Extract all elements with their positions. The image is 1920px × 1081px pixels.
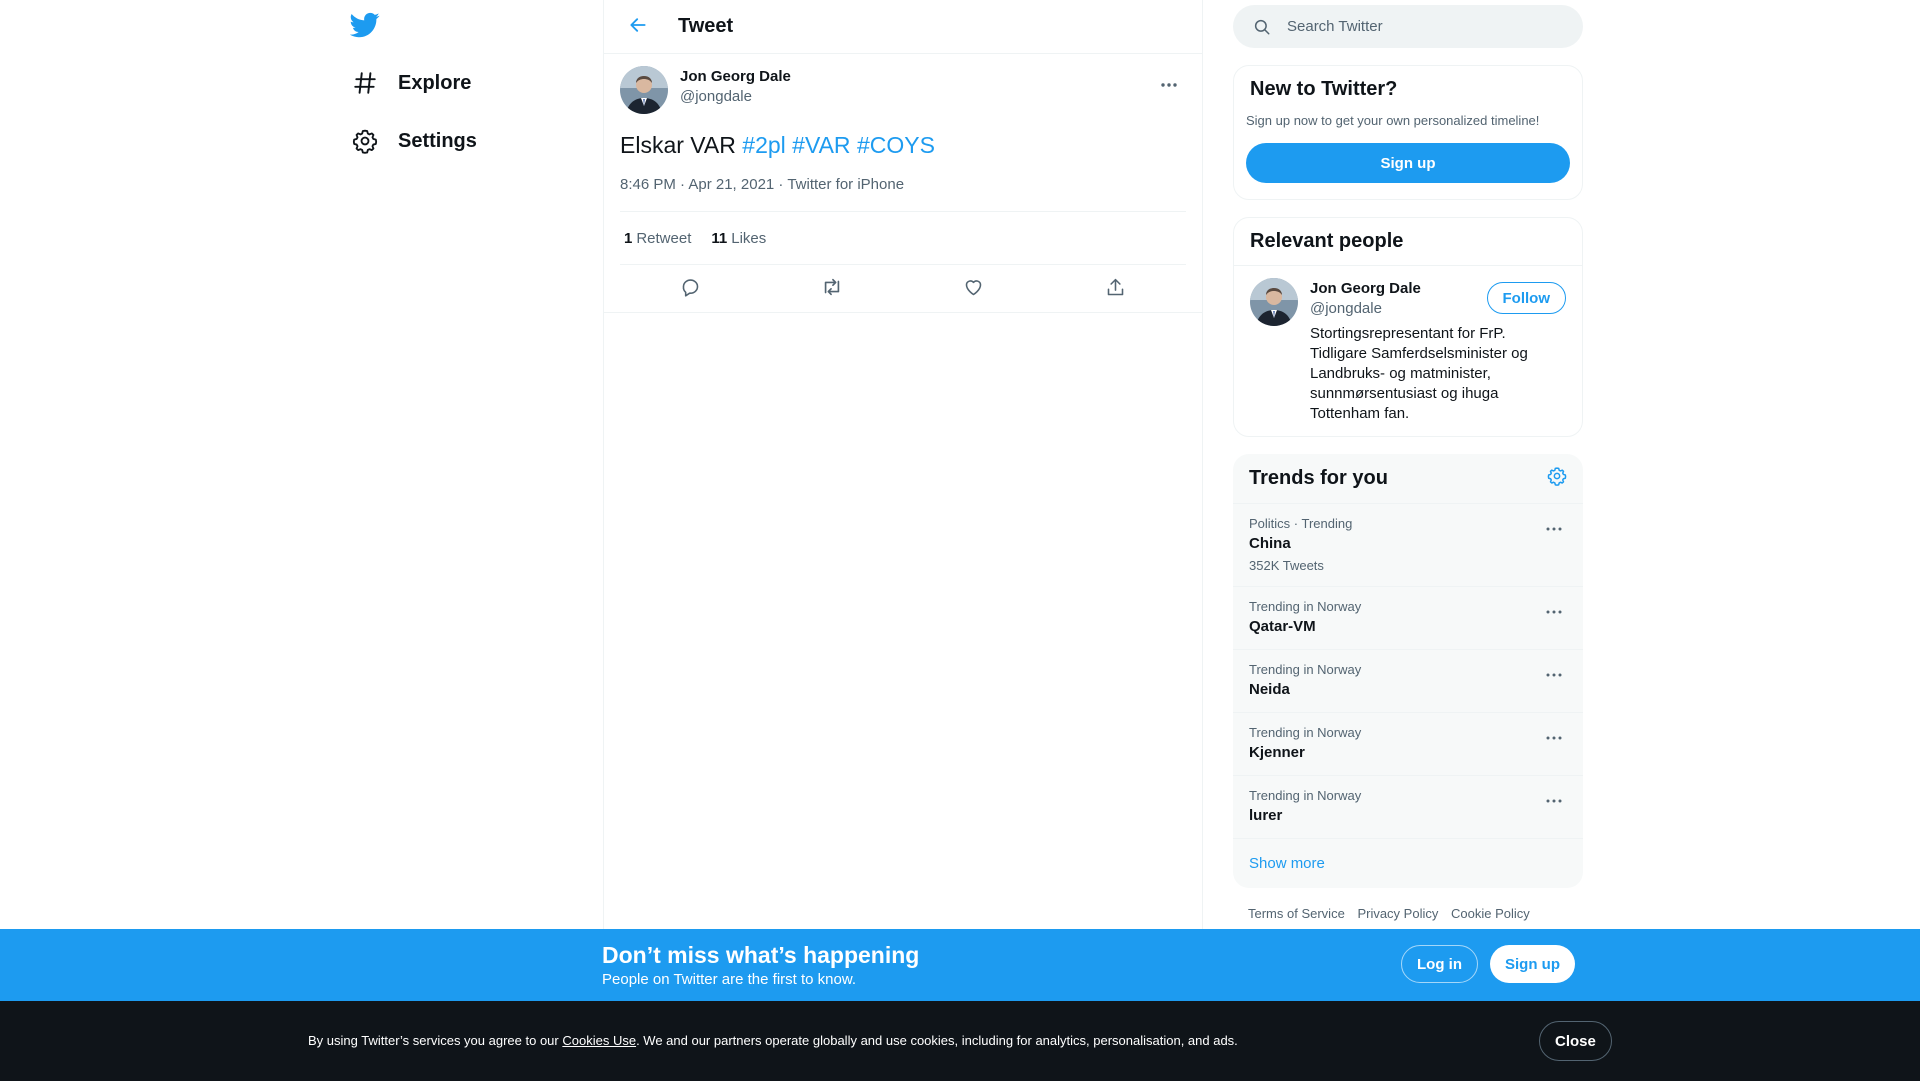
more-dots-icon xyxy=(1546,791,1562,806)
hashtag-icon xyxy=(340,70,390,96)
person-item[interactable] xyxy=(1234,266,1582,436)
nav-item-label: Explore xyxy=(398,71,472,94)
reply-button[interactable] xyxy=(672,270,710,308)
person-handle[interactable]: @jongdale xyxy=(1310,300,1382,317)
tweet-meta[interactable]: 8:46 PM · Apr 21, 2021 · Twitter for iPhone xyxy=(620,176,1186,212)
trend-name: China xyxy=(1249,535,1291,552)
banner-subline: People on Twitter are the first to know. xyxy=(602,971,857,988)
tweet-stats xyxy=(620,212,1186,265)
nav-item-explore[interactable] xyxy=(340,58,471,108)
heart-icon xyxy=(963,277,984,301)
terms-link[interactable]: Terms of Service xyxy=(1248,906,1345,921)
banner-signup-button[interactable]: Sign up xyxy=(1490,945,1575,983)
new-to-twitter-card xyxy=(1233,65,1583,200)
more-dots-icon xyxy=(1160,76,1178,91)
twitter-bird-icon[interactable] xyxy=(350,10,380,40)
reply-icon xyxy=(680,277,701,301)
trend-context: Trending in Norway xyxy=(1249,788,1362,803)
privacy-link[interactable]: Privacy Policy xyxy=(1357,906,1439,921)
signup-banner xyxy=(0,929,1920,1001)
arrow-left-icon xyxy=(628,15,648,38)
main-column xyxy=(603,0,1203,930)
trend-more-button[interactable] xyxy=(1539,597,1569,621)
tweet-header xyxy=(620,66,1186,114)
trend-item[interactable] xyxy=(1233,587,1583,650)
retweets-label: Retweet xyxy=(636,229,692,247)
tweet-author xyxy=(680,68,791,105)
cookie-policy-link[interactable]: Cookie Policy xyxy=(1450,906,1530,921)
signup-button[interactable]: Sign up xyxy=(1246,143,1570,183)
trend-name: Qatar-VM xyxy=(1249,618,1316,635)
tweet-more-button[interactable] xyxy=(1152,66,1186,100)
likes-count: 11 xyxy=(711,229,728,247)
search-icon xyxy=(1253,18,1273,36)
search-input[interactable] xyxy=(1287,18,1557,35)
card-subtitle: Sign up now to get your own personalized timeline! xyxy=(1246,113,1540,128)
trend-item[interactable] xyxy=(1233,504,1583,587)
more-dots-icon xyxy=(1546,602,1562,617)
card-title: Relevant people xyxy=(1234,218,1582,266)
trend-item[interactable] xyxy=(1233,776,1583,839)
retweet-icon xyxy=(821,276,843,301)
trends-card xyxy=(1233,454,1583,888)
trend-context: Trending in Norway xyxy=(1249,599,1362,614)
like-button[interactable] xyxy=(955,270,993,308)
card-title: Trends for you xyxy=(1249,467,1388,489)
hashtag-link[interactable]: #COYS xyxy=(856,132,935,158)
tweet-text xyxy=(620,130,1186,160)
share-button[interactable] xyxy=(1096,270,1134,308)
avatar[interactable] xyxy=(1250,278,1298,326)
likes-stat[interactable] xyxy=(711,230,766,247)
banner-headline: Don’t miss what’s happening xyxy=(602,942,920,968)
trend-name: lurer xyxy=(1249,807,1283,824)
avatar[interactable] xyxy=(620,66,668,114)
cookies-use-link[interactable]: Cookies Use xyxy=(562,1033,637,1048)
gear-icon xyxy=(340,128,390,154)
gear-icon[interactable] xyxy=(1547,466,1567,491)
show-more-link[interactable]: Show more xyxy=(1249,855,1325,872)
page-header xyxy=(604,0,1202,54)
retweets-stat[interactable] xyxy=(624,230,691,247)
trends-header xyxy=(1233,454,1583,504)
follow-button[interactable]: Follow xyxy=(1487,282,1567,314)
more-dots-icon xyxy=(1546,665,1562,680)
trend-context: Politics · Trending xyxy=(1249,516,1353,531)
more-dots-icon xyxy=(1546,728,1562,743)
trend-item[interactable] xyxy=(1233,713,1583,776)
hashtag-link[interactable]: #2pl xyxy=(742,132,786,158)
trend-name: Neida xyxy=(1249,681,1290,698)
trend-more-button[interactable] xyxy=(1539,660,1569,684)
cookie-text xyxy=(308,1033,1238,1048)
trend-context: Trending in Norway xyxy=(1249,662,1362,677)
author-handle[interactable]: @jongdale xyxy=(680,88,752,105)
retweet-button[interactable] xyxy=(813,270,851,308)
back-button[interactable] xyxy=(620,9,656,45)
hashtag-link[interactable]: #VAR xyxy=(792,132,851,158)
share-icon xyxy=(1105,277,1126,301)
tweet-body: Elskar VAR xyxy=(620,132,736,158)
tweet-actions xyxy=(604,265,1202,313)
trend-more-button[interactable] xyxy=(1539,514,1569,538)
tweet xyxy=(604,54,1202,313)
right-sidebar xyxy=(1233,0,1583,921)
more-dots-icon xyxy=(1546,519,1562,534)
card-title: New to Twitter? xyxy=(1250,78,1398,100)
cookie-text-before: By using Twitter’s services you agree to our xyxy=(308,1033,563,1048)
trend-context: Trending in Norway xyxy=(1249,725,1362,740)
nav-item-settings[interactable] xyxy=(340,116,477,166)
cookie-text-after: . We and our partners operate globally and use cookies, including for analytics, personalisation, and ads. xyxy=(636,1033,1238,1048)
trend-more-button[interactable] xyxy=(1539,723,1569,747)
person-name[interactable]: Jon Georg Dale xyxy=(1310,280,1421,297)
person-bio: Stortingsrepresentant for FrP. Tidligare Samferdselsminister og Landbruks- og matminister, sunnmørsentusiast og ihuga Tottenham fan. xyxy=(1310,325,1528,422)
search-box[interactable] xyxy=(1233,5,1583,48)
cookie-banner xyxy=(0,1001,1920,1081)
login-button[interactable]: Log in xyxy=(1401,945,1478,983)
relevant-people-card xyxy=(1233,217,1583,437)
page-title: Tweet xyxy=(678,15,734,37)
likes-label: Likes xyxy=(731,229,767,247)
nav-item-label: Settings xyxy=(398,129,477,152)
retweets-count: 1 xyxy=(624,229,633,247)
author-name[interactable]: Jon Georg Dale xyxy=(680,68,791,85)
trend-more-button[interactable] xyxy=(1539,786,1569,810)
trend-item[interactable] xyxy=(1233,650,1583,713)
trend-name: Kjenner xyxy=(1249,744,1305,761)
cookie-close-button[interactable]: Close xyxy=(1539,1021,1612,1061)
footer-links xyxy=(1233,888,1583,921)
trend-count: 352K Tweets xyxy=(1249,558,1324,573)
